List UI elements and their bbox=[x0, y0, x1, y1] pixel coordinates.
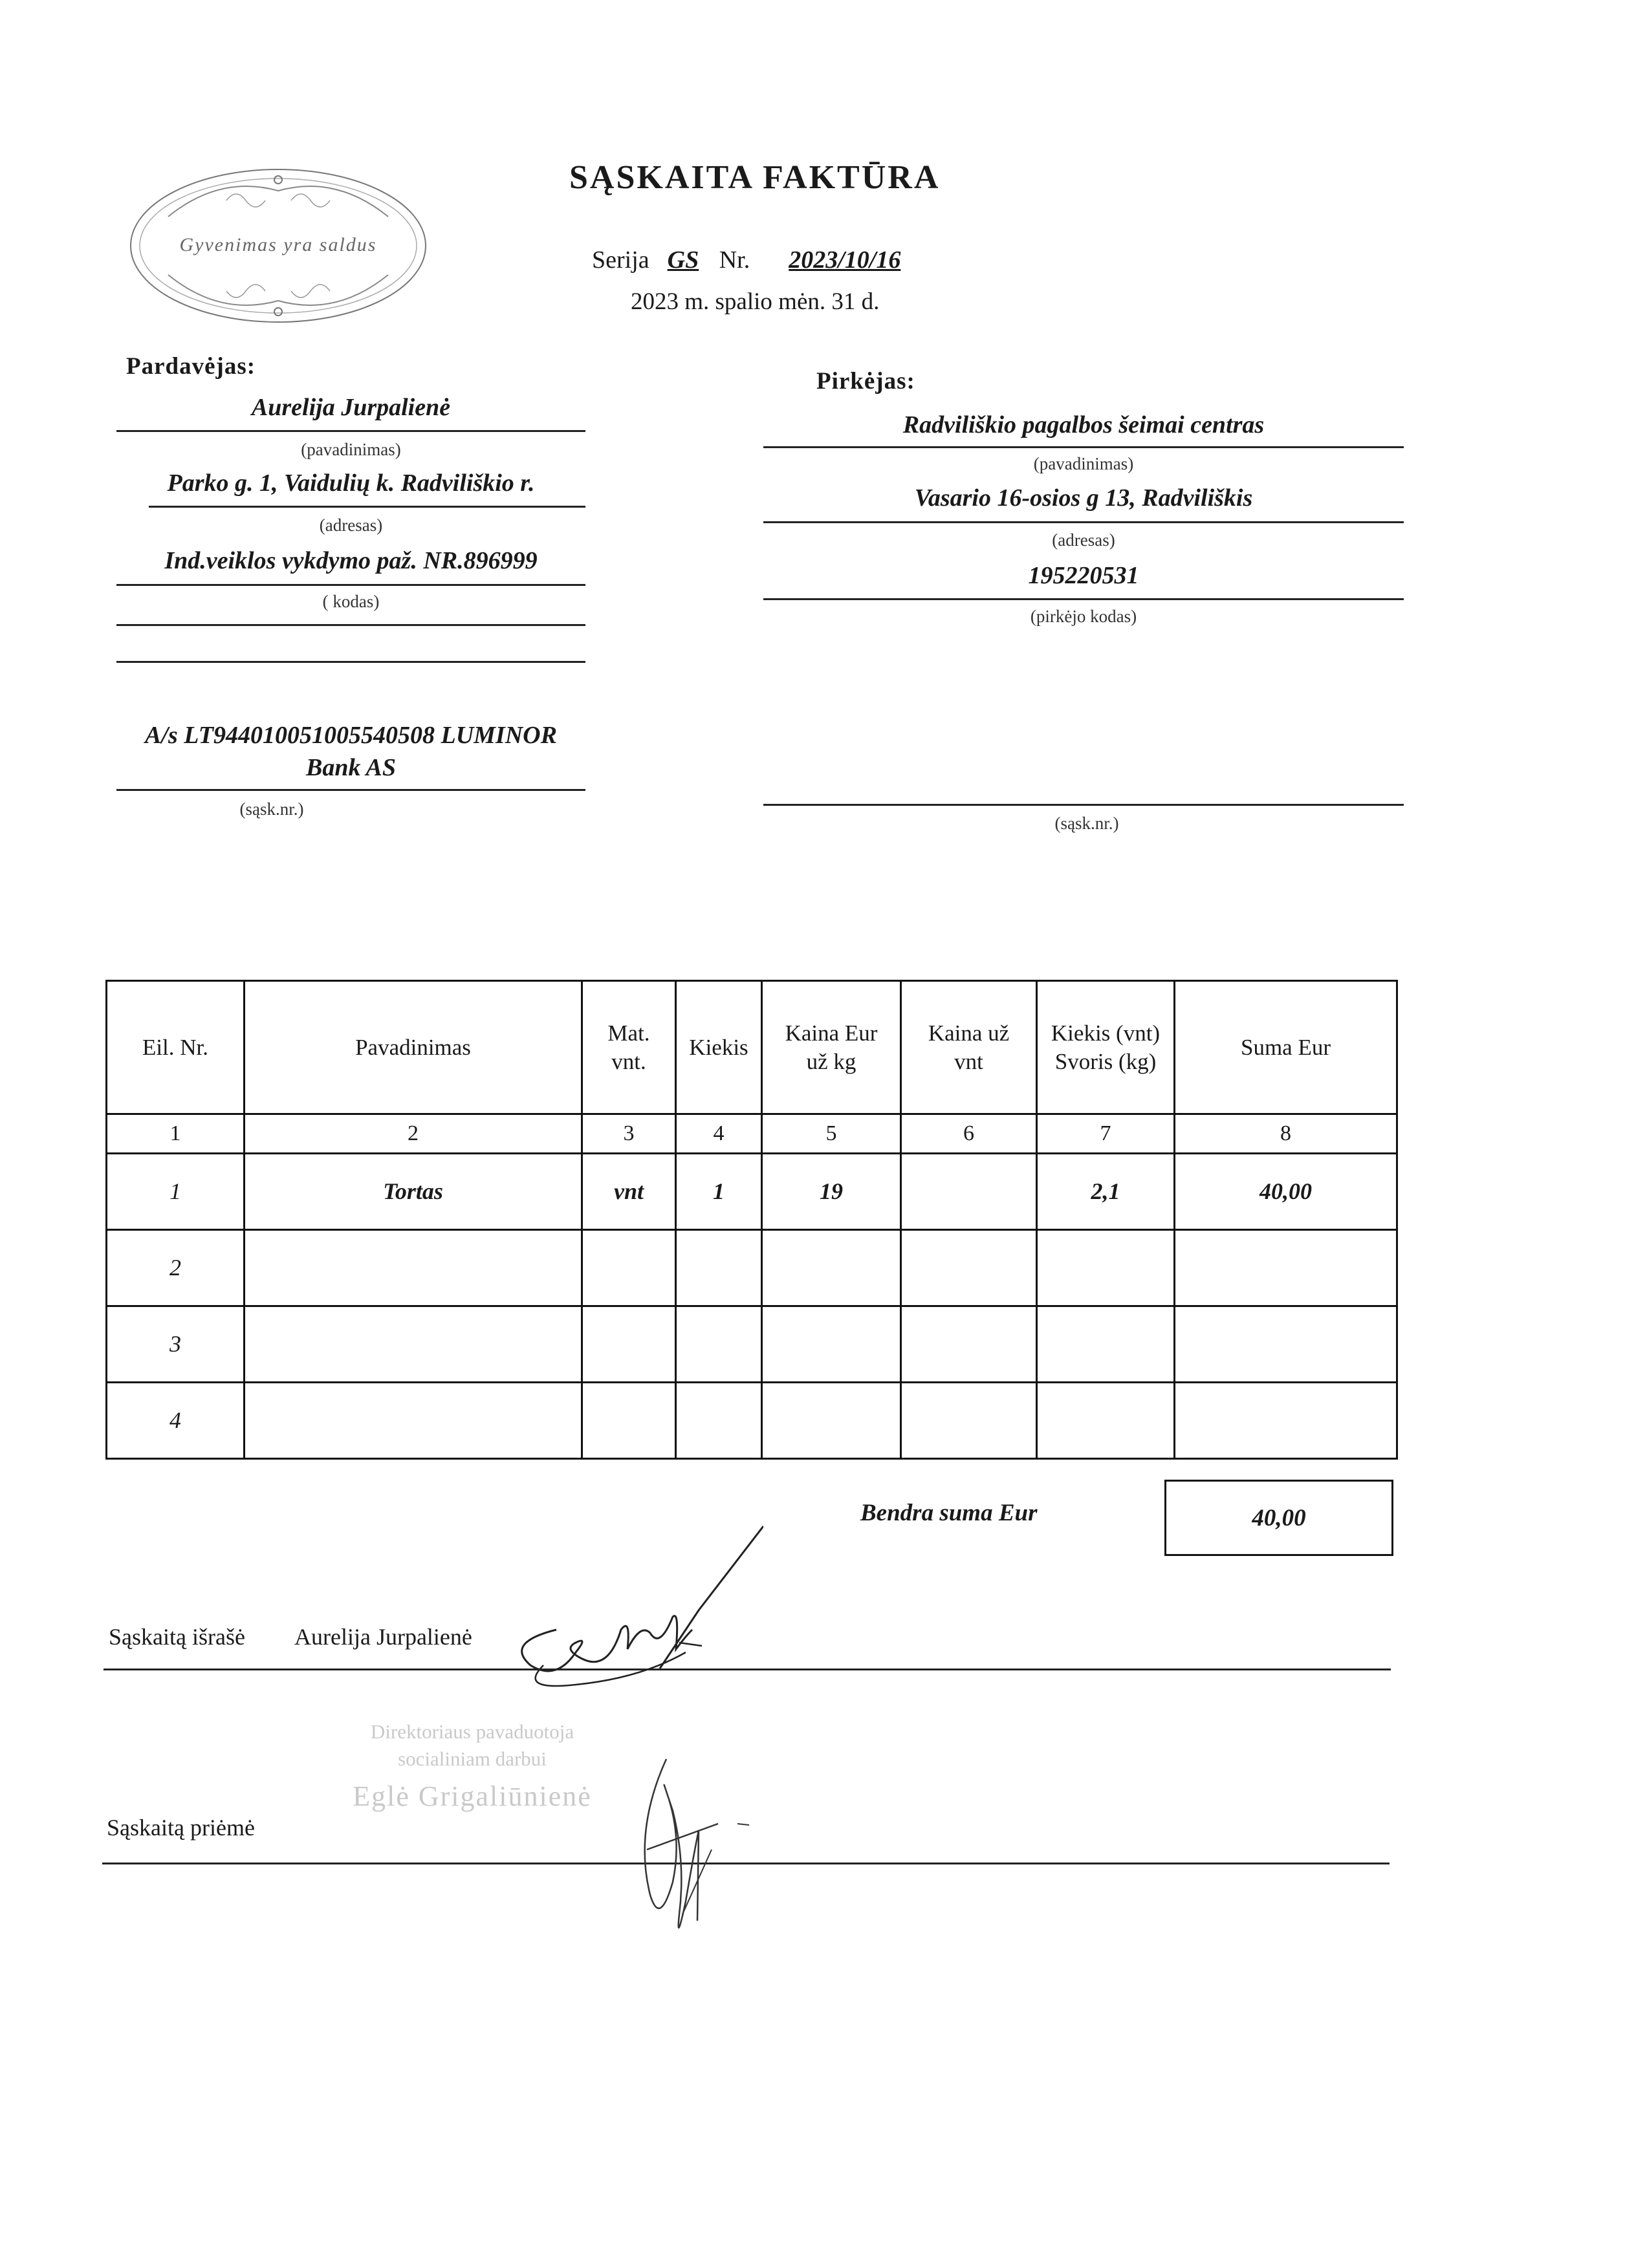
total-label: Bendra suma Eur bbox=[860, 1500, 1038, 1526]
seller-account-line1: A/s LT944010051005540508 LUMINOR bbox=[145, 722, 557, 749]
header-kaina-kg-line1: Kaina Eur bbox=[785, 1020, 878, 1046]
row-price-unit bbox=[901, 1383, 1037, 1459]
row-qty bbox=[676, 1306, 762, 1383]
buyer-account-caption: (sąsk.nr.) bbox=[1054, 814, 1119, 833]
table-column-number-row bbox=[107, 1114, 1397, 1154]
stamp-name: Eglė Grigaliūnienė bbox=[353, 1780, 592, 1812]
seller-address: Parko g. 1, Vaidulių k. Radviliškio r. bbox=[167, 470, 535, 497]
seller-address-caption: (adresas) bbox=[319, 515, 383, 535]
series-value: GS bbox=[667, 246, 699, 274]
seller-name-line bbox=[116, 430, 585, 432]
buyer-name-caption: (pavadinimas) bbox=[1033, 454, 1134, 473]
row-qty: 1 bbox=[676, 1154, 762, 1230]
seller-code: Ind.veiklos vykdymo paž. NR.896999 bbox=[164, 547, 538, 574]
buyer-code-line bbox=[763, 598, 1404, 600]
received-signature-icon bbox=[621, 1733, 763, 1992]
seller-address-line bbox=[149, 506, 585, 508]
buyer-address-line bbox=[763, 521, 1404, 523]
row-name bbox=[245, 1306, 582, 1383]
row-price-kg bbox=[762, 1230, 901, 1306]
header-suma: Suma Eur bbox=[1175, 981, 1397, 1114]
row-sum bbox=[1175, 1230, 1397, 1306]
seller-blank-line-2 bbox=[116, 661, 585, 663]
series-line bbox=[592, 246, 900, 274]
stamp-line1: Direktoriaus pavaduotoja bbox=[370, 1720, 574, 1743]
seller-heading: Pardavėjas: bbox=[126, 353, 256, 380]
row-price-kg bbox=[762, 1383, 901, 1459]
buyer-code-caption: (pirkėjo kodas) bbox=[1030, 607, 1137, 626]
seller-account-line bbox=[116, 789, 585, 791]
row-qty bbox=[676, 1383, 762, 1459]
row-name: Tortas bbox=[245, 1154, 582, 1230]
header-eil-nr: Eil. Nr. bbox=[107, 981, 245, 1114]
issued-name: Aurelija Jurpalienė bbox=[294, 1624, 472, 1650]
buyer-account-line bbox=[763, 804, 1404, 806]
column-number: 5 bbox=[762, 1114, 901, 1154]
row-unit bbox=[582, 1383, 676, 1459]
row-nr: 2 bbox=[107, 1230, 245, 1306]
table-row bbox=[107, 1383, 1397, 1459]
header-kaina-vnt bbox=[901, 981, 1037, 1114]
header-mat-vnt-line2: vnt. bbox=[611, 1048, 646, 1074]
header-kiekis-svoris-line2: Svoris (kg) bbox=[1054, 1048, 1157, 1074]
column-number: 6 bbox=[901, 1114, 1037, 1154]
table-row bbox=[107, 1306, 1397, 1383]
series-label: Serija bbox=[592, 246, 649, 274]
column-number: 3 bbox=[582, 1114, 676, 1154]
seller-account-caption: (sąsk.nr.) bbox=[239, 799, 304, 819]
row-unit bbox=[582, 1230, 676, 1306]
total-value-box bbox=[1164, 1480, 1393, 1556]
issued-label: Sąskaitą išrašė bbox=[109, 1624, 245, 1650]
header-kaina-vnt-line2: vnt bbox=[954, 1048, 983, 1074]
column-number: 7 bbox=[1037, 1114, 1175, 1154]
row-nr: 3 bbox=[107, 1306, 245, 1383]
row-nr: 1 bbox=[107, 1154, 245, 1230]
logo bbox=[123, 162, 433, 330]
document-date: 2023 m. spalio mėn. 31 d. bbox=[631, 288, 880, 315]
row-price-kg bbox=[762, 1306, 901, 1383]
total-value: 40,00 bbox=[1252, 1504, 1306, 1531]
row-weight bbox=[1037, 1306, 1175, 1383]
stamp bbox=[323, 1720, 621, 1813]
issued-signature-icon bbox=[479, 1520, 763, 1714]
row-weight: 2,1 bbox=[1037, 1154, 1175, 1230]
row-name bbox=[245, 1383, 582, 1459]
header-kiekis: Kiekis bbox=[676, 981, 762, 1114]
column-number: 2 bbox=[245, 1114, 582, 1154]
row-weight bbox=[1037, 1230, 1175, 1306]
row-name bbox=[245, 1230, 582, 1306]
stamp-line2: socialiniam darbui bbox=[398, 1747, 547, 1770]
row-sum: 40,00 bbox=[1175, 1154, 1397, 1230]
column-number: 4 bbox=[676, 1114, 762, 1154]
table-header-row bbox=[107, 981, 1397, 1114]
buyer-name-line bbox=[763, 446, 1404, 448]
row-price-unit bbox=[901, 1230, 1037, 1306]
header-pavadinimas: Pavadinimas bbox=[245, 981, 582, 1114]
row-sum bbox=[1175, 1306, 1397, 1383]
row-unit bbox=[582, 1306, 676, 1383]
buyer-heading: Pirkėjas: bbox=[816, 368, 915, 394]
table-row bbox=[107, 1154, 1397, 1230]
received-label: Sąskaitą priėmė bbox=[107, 1815, 255, 1841]
header-kaina-kg bbox=[762, 981, 901, 1114]
column-number: 1 bbox=[107, 1114, 245, 1154]
buyer-address-caption: (adresas) bbox=[1052, 530, 1115, 550]
row-nr: 4 bbox=[107, 1383, 245, 1459]
header-kaina-kg-line2: už kg bbox=[806, 1048, 856, 1074]
row-price-unit bbox=[901, 1306, 1037, 1383]
row-qty bbox=[676, 1230, 762, 1306]
table-row bbox=[107, 1230, 1397, 1306]
row-price-kg: 19 bbox=[762, 1154, 901, 1230]
buyer-address: Vasario 16-osios g 13, Radviliškis bbox=[914, 484, 1253, 512]
seller-blank-line-1 bbox=[116, 624, 585, 626]
row-weight bbox=[1037, 1383, 1175, 1459]
header-kiekis-svoris bbox=[1037, 981, 1175, 1114]
header-mat-vnt bbox=[582, 981, 676, 1114]
column-number: 8 bbox=[1175, 1114, 1397, 1154]
row-price-unit bbox=[901, 1154, 1037, 1230]
seller-code-line bbox=[116, 584, 585, 586]
number-label: Nr. bbox=[719, 246, 750, 274]
number-value: 2023/10/16 bbox=[789, 246, 901, 274]
header-kiekis-svoris-line1: Kiekis (vnt) bbox=[1051, 1020, 1161, 1046]
seller-name-caption: (pavadinimas) bbox=[301, 440, 401, 459]
buyer-name: Radviliškio pagalbos šeimai centras bbox=[902, 411, 1265, 438]
seller-account-line2: Bank AS bbox=[305, 754, 397, 781]
seller-name: Aurelija Jurpalienė bbox=[251, 394, 451, 421]
logo-text: Gyvenimas yra saldus bbox=[179, 234, 377, 255]
row-sum bbox=[1175, 1383, 1397, 1459]
header-mat-vnt-line1: Mat. bbox=[607, 1020, 650, 1046]
items-table bbox=[105, 980, 1398, 1460]
document-title: SĄSKAITA FAKTŪRA bbox=[569, 159, 941, 196]
row-unit: vnt bbox=[582, 1154, 676, 1230]
seller-code-caption: ( kodas) bbox=[322, 592, 380, 611]
header-kaina-vnt-line1: Kaina už bbox=[928, 1020, 1010, 1046]
buyer-code: 195220531 bbox=[1028, 562, 1139, 589]
